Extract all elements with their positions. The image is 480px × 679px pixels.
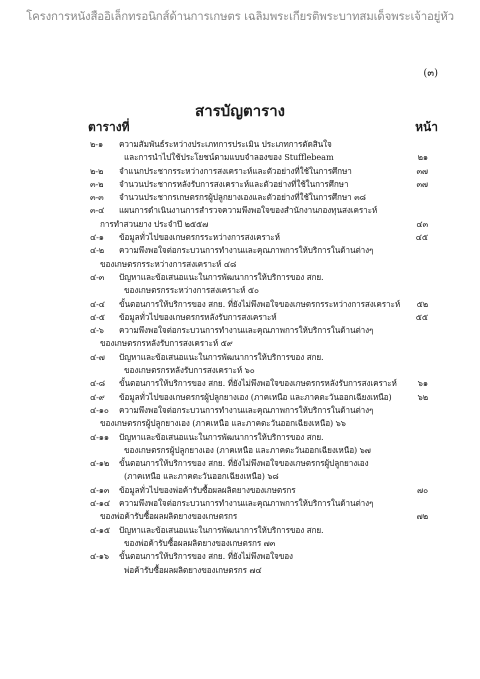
entry-title: จำแนกประชากรระหว่างการสงเคราะห์และตัวอย่างที่ใช้ในการศึกษา: [119, 165, 352, 176]
entry-title-continued: ของเกษตรกรผู้ปลูกยางเอง (ภาคเหนือ และภาคตะวันออกเฉียงเหนือ) ๖๗: [124, 444, 371, 455]
entry-page: ๕๒: [416, 298, 428, 309]
entry-title: ความพึงพอใจต่อกระบวนการทำงานและคุณภาพการให้บริการในด้านต่างๆ: [119, 498, 374, 509]
table-of-contents-list: [0, 138, 480, 577]
table-number: ๔-๘: [90, 378, 105, 389]
table-number: ๔-๗: [90, 351, 105, 362]
list-item: [0, 550, 480, 577]
entry-title-continued: ของเกษตรกรระหว่างการสงเคราะห์ ๕๐: [124, 285, 259, 296]
page-number: (๓): [423, 68, 438, 79]
table-number: ๔-๖: [90, 325, 104, 336]
entry-title: จำนวนประชากรหลังรับการสงเคราะห์และตัวอย่างที่ใช้ในการศึกษา: [119, 178, 349, 189]
list-item: [0, 271, 480, 298]
table-number: ๔-๑๑: [90, 431, 109, 442]
entry-title: ปัญหาและข้อเสนอแนะในการพัฒนาการให้บริการของ สกย.: [119, 271, 324, 282]
list-item: [0, 138, 480, 165]
list-item: [0, 524, 480, 551]
entry-title: ปัญหาและข้อเสนอแนะในการพัฒนาการให้บริการของ สกย.: [119, 431, 324, 442]
list-item: [0, 351, 480, 378]
table-number: ๔-๓: [90, 271, 105, 282]
table-number: ๔-๑๒: [90, 458, 110, 469]
page-header: โครงการหนังสืออิเล็กทรอนิกส์ด้านการเกษตร เฉลิมพระเกียรติพระบาทสมเด็จพระเจ้าอยู่หัว: [26, 9, 454, 23]
column-header-table-no: ตารางที่: [88, 120, 130, 134]
entry-title-continued: พ่อค้ารับซื้อผลผลิตยางของเกษตรกร ๗๔: [124, 564, 262, 575]
list-item: [0, 377, 480, 390]
entry-title: ขั้นตอนการให้บริการของ สกย. ที่ยังไม่พึงพอใจของเกษตรกรระหว่างการสงเคราะห์: [119, 298, 401, 309]
entry-title: ปัญหาและข้อเสนอแนะในการพัฒนาการให้บริการของ สกย.: [119, 351, 324, 362]
entry-title: ความพึงพอใจต่อกระบวนการทำงานและคุณภาพการให้บริการในด้านต่างๆ: [119, 325, 374, 336]
table-number: ๔-๑๕: [90, 524, 110, 535]
entry-page: ๕๕: [415, 311, 428, 322]
table-number: ๔-๕: [90, 311, 105, 322]
entry-title: ความพึงพอใจต่อกระบวนการทำงานและคุณภาพการให้บริการในด้านต่างๆ: [119, 404, 374, 415]
entry-page: ๗๒: [416, 511, 428, 522]
entry-page: ๔๓: [416, 218, 428, 229]
table-number: ๓-๔: [90, 205, 105, 216]
list-item: [0, 204, 480, 231]
table-number: ๒-๒: [90, 165, 104, 176]
table-number: ๔-๑: [90, 232, 104, 243]
page-title: สารบัญตาราง: [195, 102, 285, 120]
entry-title: แผนการดำเนินงานการสำรวจความพึงพอใจของสำนักงานกองทุนสงเคราะห์: [119, 205, 378, 216]
entry-title: ขั้นตอนการให้บริการของ สกย. ที่ยังไม่พึงพอใจของเกษตรกรหลังรับการสงเคราะห์: [119, 378, 397, 389]
entry-page: ๖๑: [417, 378, 428, 389]
list-item: [0, 484, 480, 497]
entry-title: ข้อมูลทั่วไปของเกษตรกรหลังรับการสงเคราะห์: [119, 311, 277, 322]
entry-page: ๔๕: [415, 232, 428, 243]
table-number: ๔-๑๔: [90, 498, 110, 509]
table-number: ๔-๑๐: [90, 404, 109, 415]
table-number: ๒-๑: [90, 139, 104, 149]
list-item: [0, 191, 480, 204]
list-item: [0, 165, 480, 178]
table-number: ๔-๑๖: [90, 551, 109, 562]
entry-page: ๗๐: [417, 484, 428, 495]
list-item: [0, 311, 480, 324]
entry-title-continued: ของพ่อค้ารับซื้อผลผลิตยางของเกษตรกร ๗๓: [124, 537, 276, 548]
entry-title-continued: การทำสวนยาง ประจำปี ๒๕๕๗: [100, 218, 209, 229]
entry-page: ๖๒: [417, 391, 428, 402]
entry-title-continued: ของเกษตรกรหลังรับการสงเคราะห์ ๕๙: [100, 338, 233, 349]
table-number: ๓-๒: [90, 178, 104, 189]
list-item: [0, 244, 480, 271]
table-number: ๔-๙: [90, 391, 105, 402]
list-item: [0, 457, 480, 484]
table-number: ๔-๑๓: [90, 484, 110, 495]
list-item: [0, 231, 480, 244]
list-item: [0, 497, 480, 524]
entry-title: ขั้นตอนการให้บริการของ สกย. ที่ยังไม่พึงพอใจของ: [119, 551, 293, 562]
entry-title: ปัญหาและข้อเสนอแนะในการพัฒนาการให้บริการของ สกย.: [119, 524, 324, 535]
entry-title-continued: และการนำไปใช้ประโยชน์ตามแบบจำลองของ Stufflebeam: [124, 152, 334, 163]
entry-title-continued: ของเกษตรกรหลังรับการสงเคราะห์ ๖๐: [124, 365, 255, 376]
entry-page: ๓๗: [416, 165, 428, 176]
entry-title: จำนวนประชากรเกษตรกรผู้ปลูกยางเองและตัวอย่างที่ใช้ในการศึกษา ๓๘: [119, 192, 366, 203]
table-number: ๓-๓: [90, 192, 104, 203]
list-item: [0, 391, 480, 404]
list-item: [0, 404, 480, 431]
entry-title-continued: (ภาคเหนือ และภาคตะวันออกเฉียงเหนือ) ๖๘: [124, 471, 279, 482]
entry-title: ความพึงพอใจต่อกระบวนการทำงานและคุณภาพการให้บริการในด้านต่างๆ: [119, 245, 374, 256]
entry-title-continued: ของเกษตรกรผู้ปลูกยางเอง (ภาคเหนือ และภาคตะวันออกเฉียงเหนือ) ๖๖: [100, 418, 346, 429]
column-header-page: หน้า: [415, 120, 438, 134]
entry-title: ข้อมูลทั่วไปของพ่อค้ารับซื้อผลผลิตยางของเกษตรกร: [119, 484, 296, 495]
entry-title: ข้อมูลทั่วไปของเกษตรกรผู้ปลูกยางเอง (ภาคเหนือ และภาคตะวันออกเฉียงเหนือ): [119, 391, 392, 402]
list-item: [0, 431, 480, 458]
entry-title-continued: ของพ่อค้ารับซื้อผลผลิตยางของเกษตรกร: [100, 511, 238, 522]
list-item: [0, 298, 480, 311]
entry-title: ความสัมพันธ์ระหว่างประเภทการประเมิน ประเภทการตัดสินใจ: [119, 139, 332, 149]
entry-title: ขั้นตอนการให้บริการของ สกย. ที่ยังไม่พึงพอใจของเกษตรกรผู้ปลูกยางเอง: [119, 458, 369, 469]
entry-title-continued: ของเกษตรกรระหว่างการสงเคราะห์ ๔๘: [100, 258, 237, 269]
entry-page: ๓๗: [416, 178, 428, 189]
table-number: ๔-๔: [90, 298, 105, 309]
list-item: [0, 324, 480, 351]
table-number: ๔-๒: [90, 245, 105, 256]
entry-title: ข้อมูลทั่วไปของเกษตรกรระหว่างการสงเคราะห์: [119, 232, 280, 243]
entry-page: ๒๑: [417, 152, 428, 163]
list-item: [0, 178, 480, 191]
